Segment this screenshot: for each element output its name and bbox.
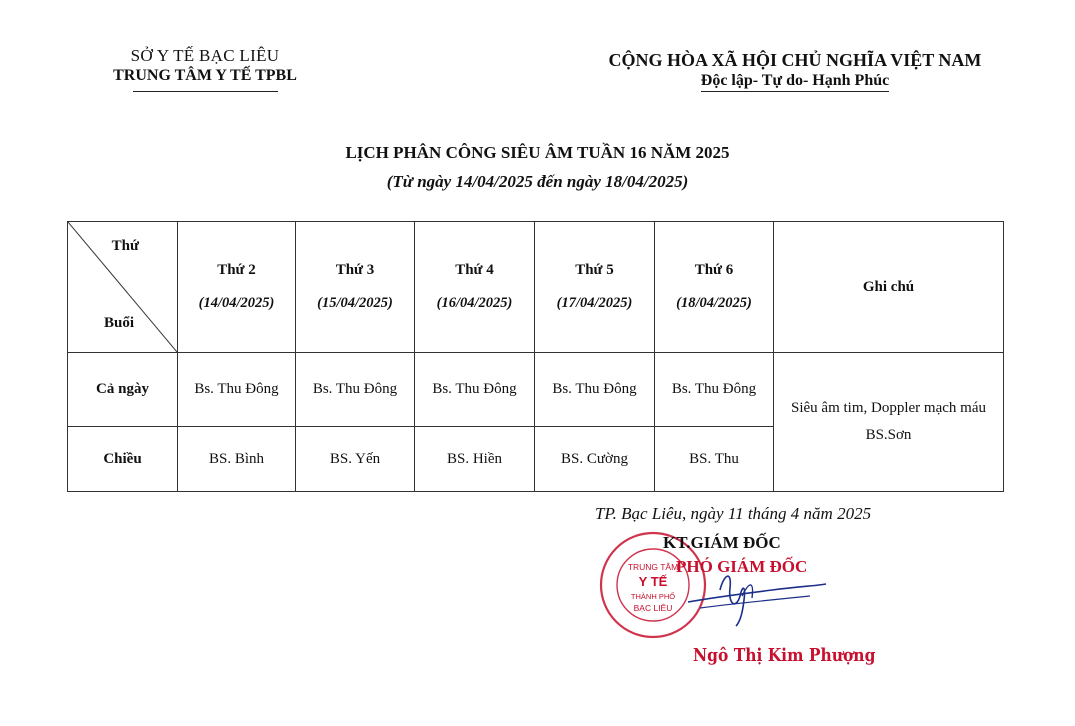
note-cell [774,353,1004,492]
center-name: TRUNG TÂM Y TẾ TPBL [113,67,297,84]
approver-title: KT.GIÁM ĐỐC [663,533,781,552]
schedule-cell: BS. Yến [296,427,415,492]
day-name: Thứ 4 [455,262,494,278]
department-name: SỞ Y TẾ BẠC LIÊU [130,46,280,65]
issuing-agency [60,46,350,92]
document-title: LỊCH PHÂN CÔNG SIÊU ÂM TUẦN 16 NĂM 2025 [345,143,730,162]
day-date: (17/04/2025) [556,295,633,311]
day-header [415,222,535,353]
schedule-cell: Bs. Thu Đông [535,353,655,427]
day-header [296,222,415,353]
signer-name: Ngô Thị Kim Phượng [693,645,876,666]
day-header [655,222,774,353]
day-date: (18/04/2025) [676,295,752,311]
approver-position: PHÓ GIÁM ĐỐC [676,557,808,576]
schedule-cell: Bs. Thu Đông [655,353,774,427]
day-header [535,222,655,353]
day-name: Thứ 6 [694,262,734,278]
handwritten-signature [680,560,830,630]
day-header [178,222,296,353]
note-doctor: BS.Sơn [865,427,912,443]
place-date: TP. Bạc Liêu, ngày 11 tháng 4 năm 2025 [595,504,872,523]
day-name: Thứ 2 [217,262,256,278]
schedule-cell: BS. Hiền [415,427,535,492]
national-heading [560,50,1030,92]
note-text: Siêu âm tim, Doppler mạch máu [791,400,986,416]
schedule-cell: BS. Bình [178,427,296,492]
session-label: Cả ngày [68,353,178,427]
agency-underline [133,91,278,92]
national-motto: Độc lập- Tự do- Hạnh Phúc [701,72,889,92]
day-date: (16/04/2025) [436,295,513,311]
document-subtitle: (Từ ngày 14/04/2025 đến ngày 18/04/2025) [386,172,689,191]
stamp-text: TRUNG TÂM [627,562,679,572]
table-header-row [68,222,1004,353]
corner-label-session: Buổi [104,315,135,331]
corner-cell [68,222,178,353]
day-date: (14/04/2025) [198,295,275,311]
stamp-text: Y TẾ [638,574,668,589]
stamp-text: THÀNH PHỐ [630,592,676,601]
corner-label-day: Thứ [111,238,139,254]
schedule-cell: Bs. Thu Đông [296,353,415,427]
nation-name: CỘNG HÒA XÃ HỘI CHỦ NGHĨA VIỆT NAM [608,50,982,70]
day-name: Thứ 5 [575,262,614,278]
schedule-cell: Bs. Thu Đông [415,353,535,427]
stamp-text: BẠC LIÊU [633,603,673,613]
session-label: Chiều [68,427,178,492]
day-name: Thứ 3 [335,262,375,278]
table-row [68,353,1004,427]
schedule-table [67,221,1004,492]
schedule-cell: BS. Thu [655,427,774,492]
day-date: (15/04/2025) [317,295,393,311]
schedule-cell: Bs. Thu Đông [178,353,296,427]
schedule-cell: BS. Cường [535,427,655,492]
note-header: Ghi chú [774,222,1004,353]
